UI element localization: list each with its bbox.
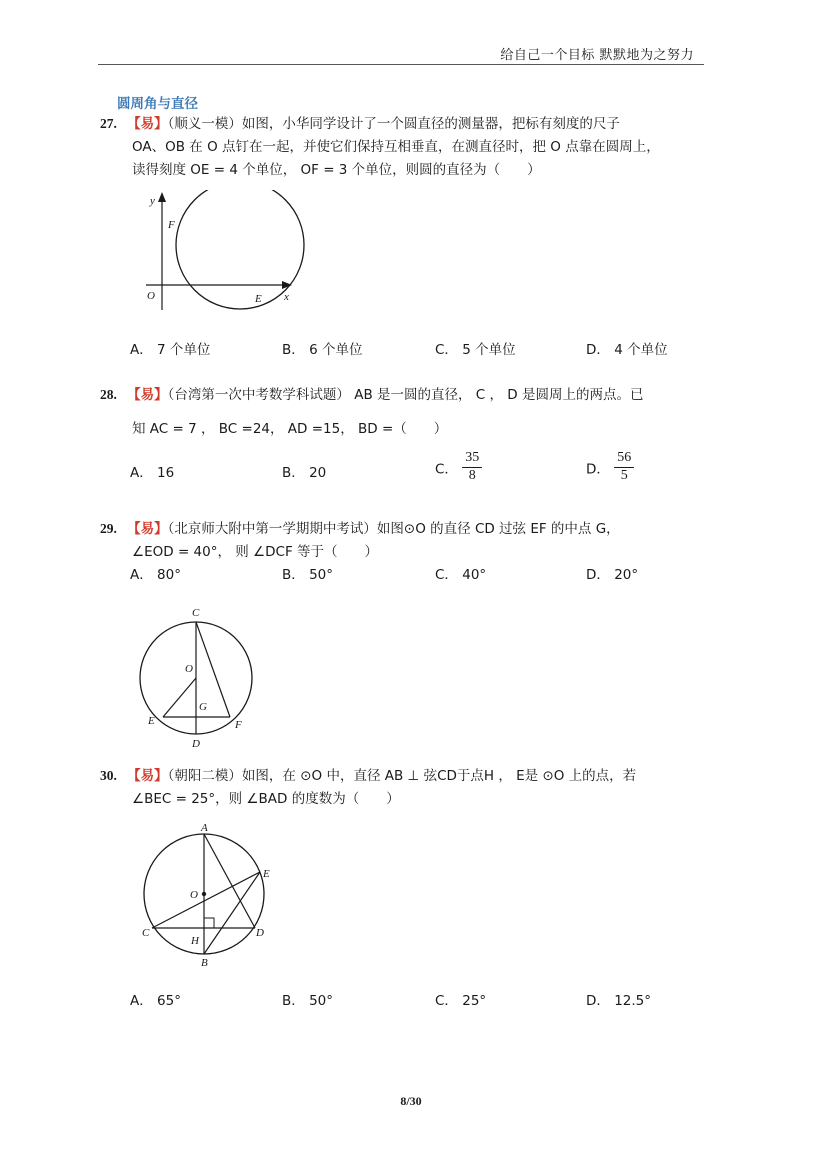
question-text-line: OA、OB 在 O 点钉在一起，并使它们保持互相垂直，在测直径时，把 O 点靠在圆周上， bbox=[132, 139, 660, 155]
question-text-line: （朝阳二模）如图，在 ⊙O 中，直径 AB ⊥ 弦CD于点H ， E是 ⊙O 上的点，若 bbox=[167, 768, 637, 784]
option-c[interactable]: C． 5 个单位 bbox=[435, 342, 516, 358]
label-D: D bbox=[256, 927, 264, 939]
segment-ce bbox=[152, 872, 260, 928]
question-number: 30. bbox=[100, 768, 117, 783]
option-a[interactable]: A． 16 bbox=[130, 465, 175, 481]
label-F: F bbox=[168, 219, 175, 231]
label-y: y bbox=[150, 195, 155, 207]
segment-ad bbox=[204, 834, 255, 928]
question-text-line: ∠EOD = 40°， 则 ∠DCF 等于（ ） bbox=[132, 544, 379, 560]
page-number: 8/30 bbox=[400, 1094, 422, 1108]
option-b[interactable]: B． 20 bbox=[282, 465, 327, 481]
option-c[interactable]: C． 25° bbox=[435, 993, 487, 1009]
option-b[interactable]: B． 6 个单位 bbox=[282, 342, 363, 358]
option-a[interactable]: A． 65° bbox=[130, 993, 181, 1009]
option-d[interactable]: D． 20° bbox=[586, 567, 639, 583]
segment-be bbox=[204, 872, 260, 954]
label-H: H bbox=[191, 935, 199, 947]
option-d[interactable]: D． 4 个单位 bbox=[586, 342, 668, 358]
label-D: D bbox=[192, 738, 200, 750]
label-F: F bbox=[235, 719, 242, 731]
question-number: 28. bbox=[100, 387, 117, 402]
options-28 bbox=[130, 450, 730, 494]
option-b[interactable]: B． 50° bbox=[282, 567, 333, 583]
difficulty-tag: 【易】 bbox=[127, 521, 168, 537]
question-text-line: ∠BEC = 25°，则 ∠BAD 的度数为（ ） bbox=[132, 791, 400, 807]
label-G: G bbox=[199, 701, 207, 713]
header-motto: 给自己一个目标 默默地为之努力 bbox=[500, 48, 694, 63]
segment-oe bbox=[163, 678, 196, 717]
label-E: E bbox=[255, 293, 262, 305]
label-E: E bbox=[263, 868, 270, 880]
option-d[interactable]: D． $\frac{56}{5}$ bbox=[586, 450, 634, 485]
option-d[interactable]: D． 12.5° bbox=[586, 993, 652, 1009]
question-text-line: 读得刻度 OE = 4 个单位， OF = 3 个单位，则圆的直径为（ ） bbox=[132, 162, 541, 178]
fraction: $\frac{35}{8}$ bbox=[462, 450, 482, 485]
fraction: $\frac{56}{5}$ bbox=[614, 450, 634, 485]
difficulty-tag: 【易】 bbox=[127, 116, 168, 132]
difficulty-tag: 【易】 bbox=[127, 387, 168, 403]
option-c[interactable]: C． 40° bbox=[435, 567, 487, 583]
option-a[interactable]: A． 7 个单位 bbox=[130, 342, 211, 358]
right-angle-mark bbox=[204, 918, 214, 928]
question-text-line: （北京师大附中第一学期期中考试）如图⊙O 的直径 CD 过弦 EF 的中点 G， bbox=[167, 521, 620, 537]
question-number: 29. bbox=[100, 521, 117, 536]
label-C: C bbox=[192, 607, 200, 619]
question-number: 27. bbox=[100, 116, 117, 131]
question-text-line: 知 AC = 7 ， BC =24， AD =15， BD =（ ） bbox=[132, 421, 448, 437]
section-title: 圆周角与直径 bbox=[117, 96, 198, 112]
figure-30-circle-diameter bbox=[138, 820, 288, 970]
difficulty-tag: 【易】 bbox=[127, 768, 168, 784]
option-a[interactable]: A． 80° bbox=[130, 567, 181, 583]
header-divider bbox=[98, 64, 704, 65]
label-C: C bbox=[142, 927, 150, 939]
question-text-line: （台湾第一次中考数学科试题） AB 是一圆的直径， C ， D 是圆周上的两点。已 bbox=[167, 387, 644, 403]
label-x: x bbox=[284, 291, 289, 303]
option-c[interactable]: C． $\frac{35}{8}$ bbox=[435, 450, 482, 485]
label-O: O bbox=[190, 889, 198, 901]
question-text-line: （顺义一模）如图，小华同学设计了一个圆直径的测量器，把标有刻度的尺子 bbox=[167, 116, 620, 132]
center-point bbox=[202, 892, 206, 896]
figure-27-circle-ruler bbox=[138, 190, 308, 320]
y-axis-arrow bbox=[158, 192, 166, 202]
label-E: E bbox=[148, 715, 155, 727]
figure-29-circle-chord bbox=[136, 602, 266, 752]
label-B: B bbox=[201, 957, 208, 969]
option-b[interactable]: B． 50° bbox=[282, 993, 333, 1009]
label-A: A bbox=[201, 822, 208, 834]
label-O: O bbox=[147, 290, 155, 302]
label-O: O bbox=[185, 663, 193, 675]
